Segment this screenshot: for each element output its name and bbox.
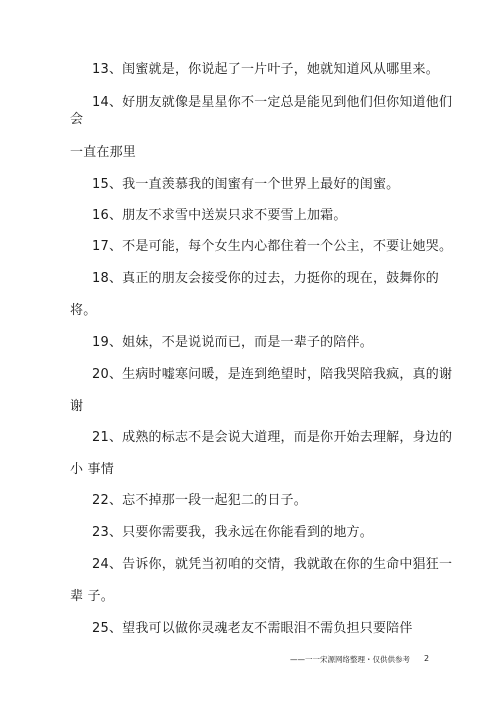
list-item-14-continuation-2: 一直在那里 [70,145,137,160]
list-item-20-continuation-1: 谢 [70,399,84,414]
page-number: 2 [424,654,430,663]
list-item-23: 23、只要你需要我，我永远在你能看到的地方。 [92,525,373,540]
list-item-21-continuation-1: 小 事情 [70,462,114,477]
list-item-24: 24、告诉你，就凭当初咱的交情，我就敢在你的生命中猖狂一 [92,557,453,572]
list-item-17: 17、不是可能，每个女生内心都住着一个公主，不要让她哭。 [92,239,453,254]
list-item-19: 19、姐妹，不是说说而已，而是一辈子的陪伴。 [92,335,373,350]
list-item-14-continuation-1: 会 [70,112,84,127]
list-item-18-continuation-1: 将。 [70,303,97,318]
list-item-15: 15、我一直羡慕我的闺蜜有一个世界上最好的闺蜜。 [92,177,400,192]
list-item-25: 25、望我可以做你灵魂老友不需眼泪不需负担只要陪伴 [92,621,413,636]
list-item-18: 18、真正的朋友会接受你的过去，力挺你的现在，鼓舞你的 [92,271,439,286]
footer-source-note: ——一一宋源网络整理・仅供供参考 [290,655,410,664]
list-item-14: 14、好朋友就像是星星你不一定总是能见到他们但你知道他们 [92,95,453,110]
list-item-13: 13、闺蜜就是，你说起了一片叶子，她就知道风从哪里来。 [92,62,439,77]
list-item-16: 16、朋友不求雪中送炭只求不要雪上加霜。 [92,208,347,223]
list-item-21: 21、成熟的标志不是会说大道理，而是你开始去理解，身边的 [92,430,453,445]
list-item-24-continuation-1: 辈 子。 [70,589,114,604]
list-item-22: 22、忘不掉那一段一起犯二的日子。 [92,493,307,508]
list-item-20: 20、生病时嘘寒问暖，是连到绝望时，陪我哭陪我疯，真的谢 [92,367,453,382]
